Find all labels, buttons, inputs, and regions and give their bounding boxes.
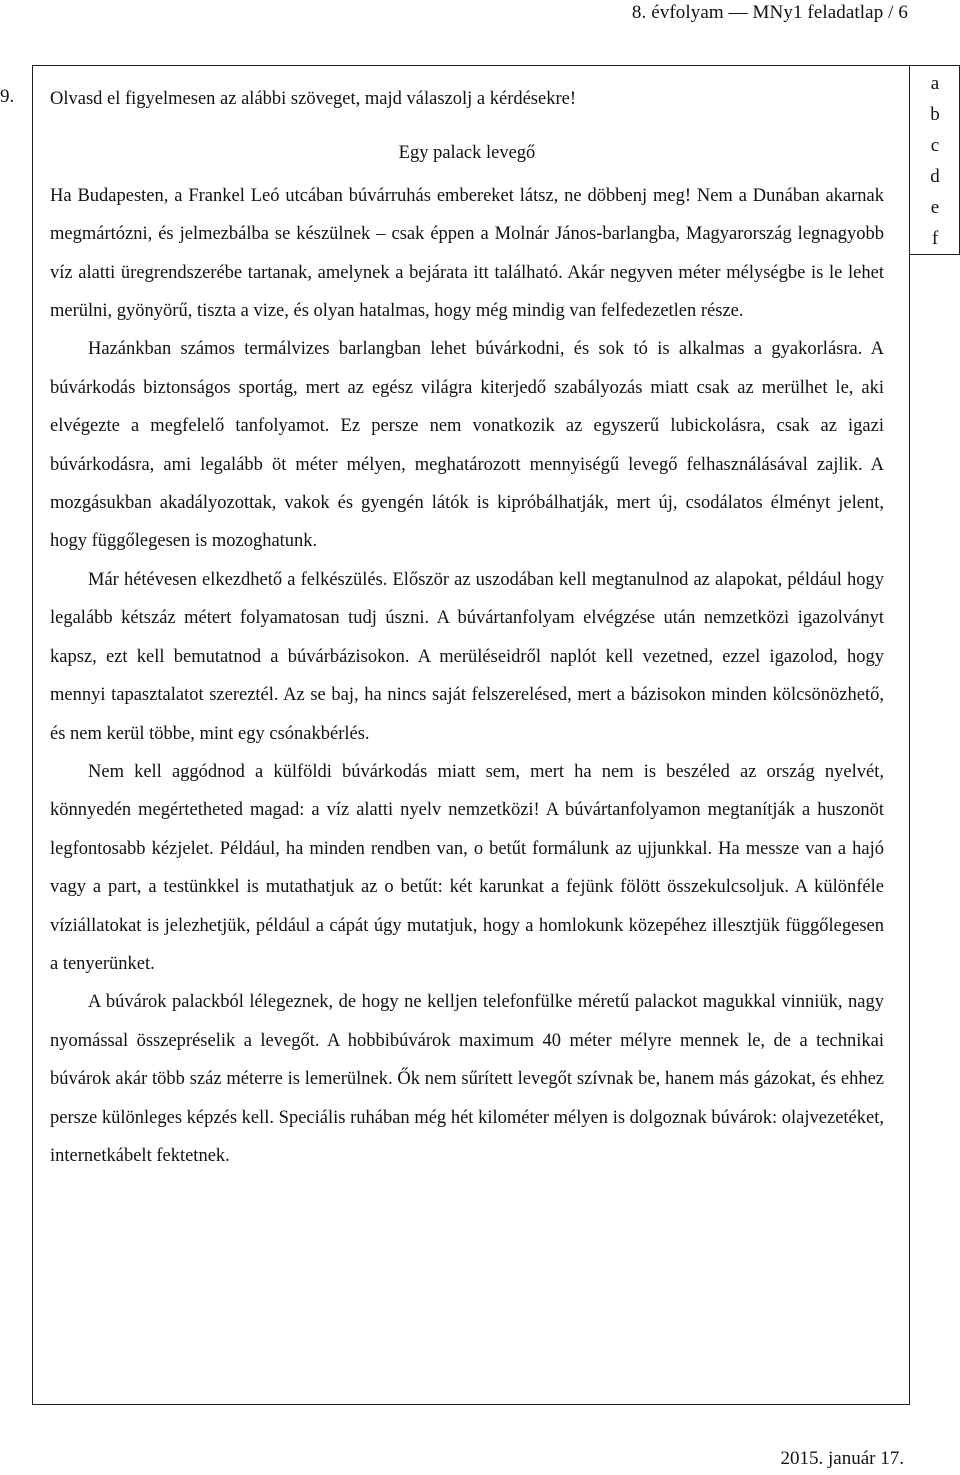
score-letter-b: b [930, 104, 940, 125]
article-paragraph-5: A búvárok palackból lélegeznek, de hogy ne kelljen telefonfülke méretű palackot magukkal vinniük, nagy nyomással összepréselik a levegőt. A hobbibúvárok maximum 40 méter mélyre mennek le, de a technikai búvárok akár több száz méterre is lemerülnek. Ők nem sűrített levegőt szívnak be, hanem más gázokat, és ehhez persze különleges képzés kell. Speciális ruhában még hét kilométer mélyen is dolgoznak búvárok: olajvezetéket, internetkábelt fektetnek. [50, 992, 884, 1166]
score-letter-d: d [930, 166, 940, 187]
score-letter-c: c [930, 135, 940, 156]
article-paragraph-1: Ha Budapesten, a Frankel Leó utcában búvárruhás embereket látsz, ne döbbenj meg! Nem a Dunában akarnak megmártózni, és jelmezbálba se készülnek – csak éppen a Molnár János-barlangba, Magyarország legnagyobb víz alatti üregrendszerébe tartanak, amelynek a bejárata itt található. Akár negyven méter mélységbe is le lehet merülni, gyönyörű, tiszta a vize, és olyan hatalmas, hogy még mindig van felfedezetlen része. [50, 185, 884, 322]
article-paragraph-3: Már hétévesen elkezdhető a felkészülés. Először az uszodában kell megtanulnod az alapokat, például hogy legalább kétszáz métert folyamatosan tudj úszni. A búvártanfolyam elvégzése után nemzetközi igazolványt kapsz, ezt kell bemutatnod a búvárbázisokon. A merüléseidről naplót kell vezetned, ezzel igazolod, hogy mennyi tapasztalatot szereztél. Az se baj, ha nincs saját felszerelésed, mert a bázisokon minden kölcsönözhető, és nem kerül többe, mint egy csónakbérlés. [50, 569, 884, 744]
footer-date: 2015. január 17. [780, 1448, 904, 1469]
reading-box [50, 80, 884, 1175]
score-letter-a: a [930, 73, 940, 94]
page-header: 8. évfolyam — MNy1 feladatlap / 6 [631, 2, 908, 23]
article-title: Egy palack levegő [398, 143, 536, 164]
article-paragraph-4: Nem kell aggódnod a külföldi búvárkodás miatt sem, mert ha nem is beszéled az ország nyelvét, könnyedén megértetheted magad: a víz alatti nyelv nemzetközi! A búvártanfolyamon megtanítják a huszonöt legfontosabb kézjelet. Például, ha minden rendben van, o betűt formálunk az ujjunkkal. Ha messze van a hajó vagy a part, a testünkkel is mutathatjuk az o betűt: két karunkat a fejünk fölött összekulcsoljuk. A különféle víziállatokat is jelezhetjük, például a cápát úgy mutatjuk, hogy a homlokunk közepéhez illesztjük függőlegesen a tenyerünket. [50, 761, 884, 974]
score-letter-e: e [930, 197, 940, 218]
score-letter-f: f [931, 228, 939, 249]
article-paragraph-2: Hazánkban számos termálvizes barlangban lehet búvárkodni, és sok tó is alkalmas a gyakorlásra. A búvárkodás biztonságos sportág, mert az egész világra kiterjedő szabályozás miatt csak az merülhet le, aki elvégezte a megfelelő tanfolyamot. Ez persze nem vonatkozik az egyszerű lubickolásra, csak az igazi búvárkodásra, ami legalább öt méter mélyen, meghatározott mennyiségű levegő felhasználásával zajlik. A mozgásukban akadályozottak, vakok és gyengén látók is kipróbálhatják, mert új, csodálatos élményt jelent, hogy függőlegesen is mozoghatunk. [50, 339, 884, 552]
task-number: 9. [0, 86, 15, 107]
task-instruction: Olvasd el figyelmesen az alábbi szöveget, majd válaszolj a kérdésekre! [50, 89, 577, 109]
score-column [910, 68, 960, 248]
